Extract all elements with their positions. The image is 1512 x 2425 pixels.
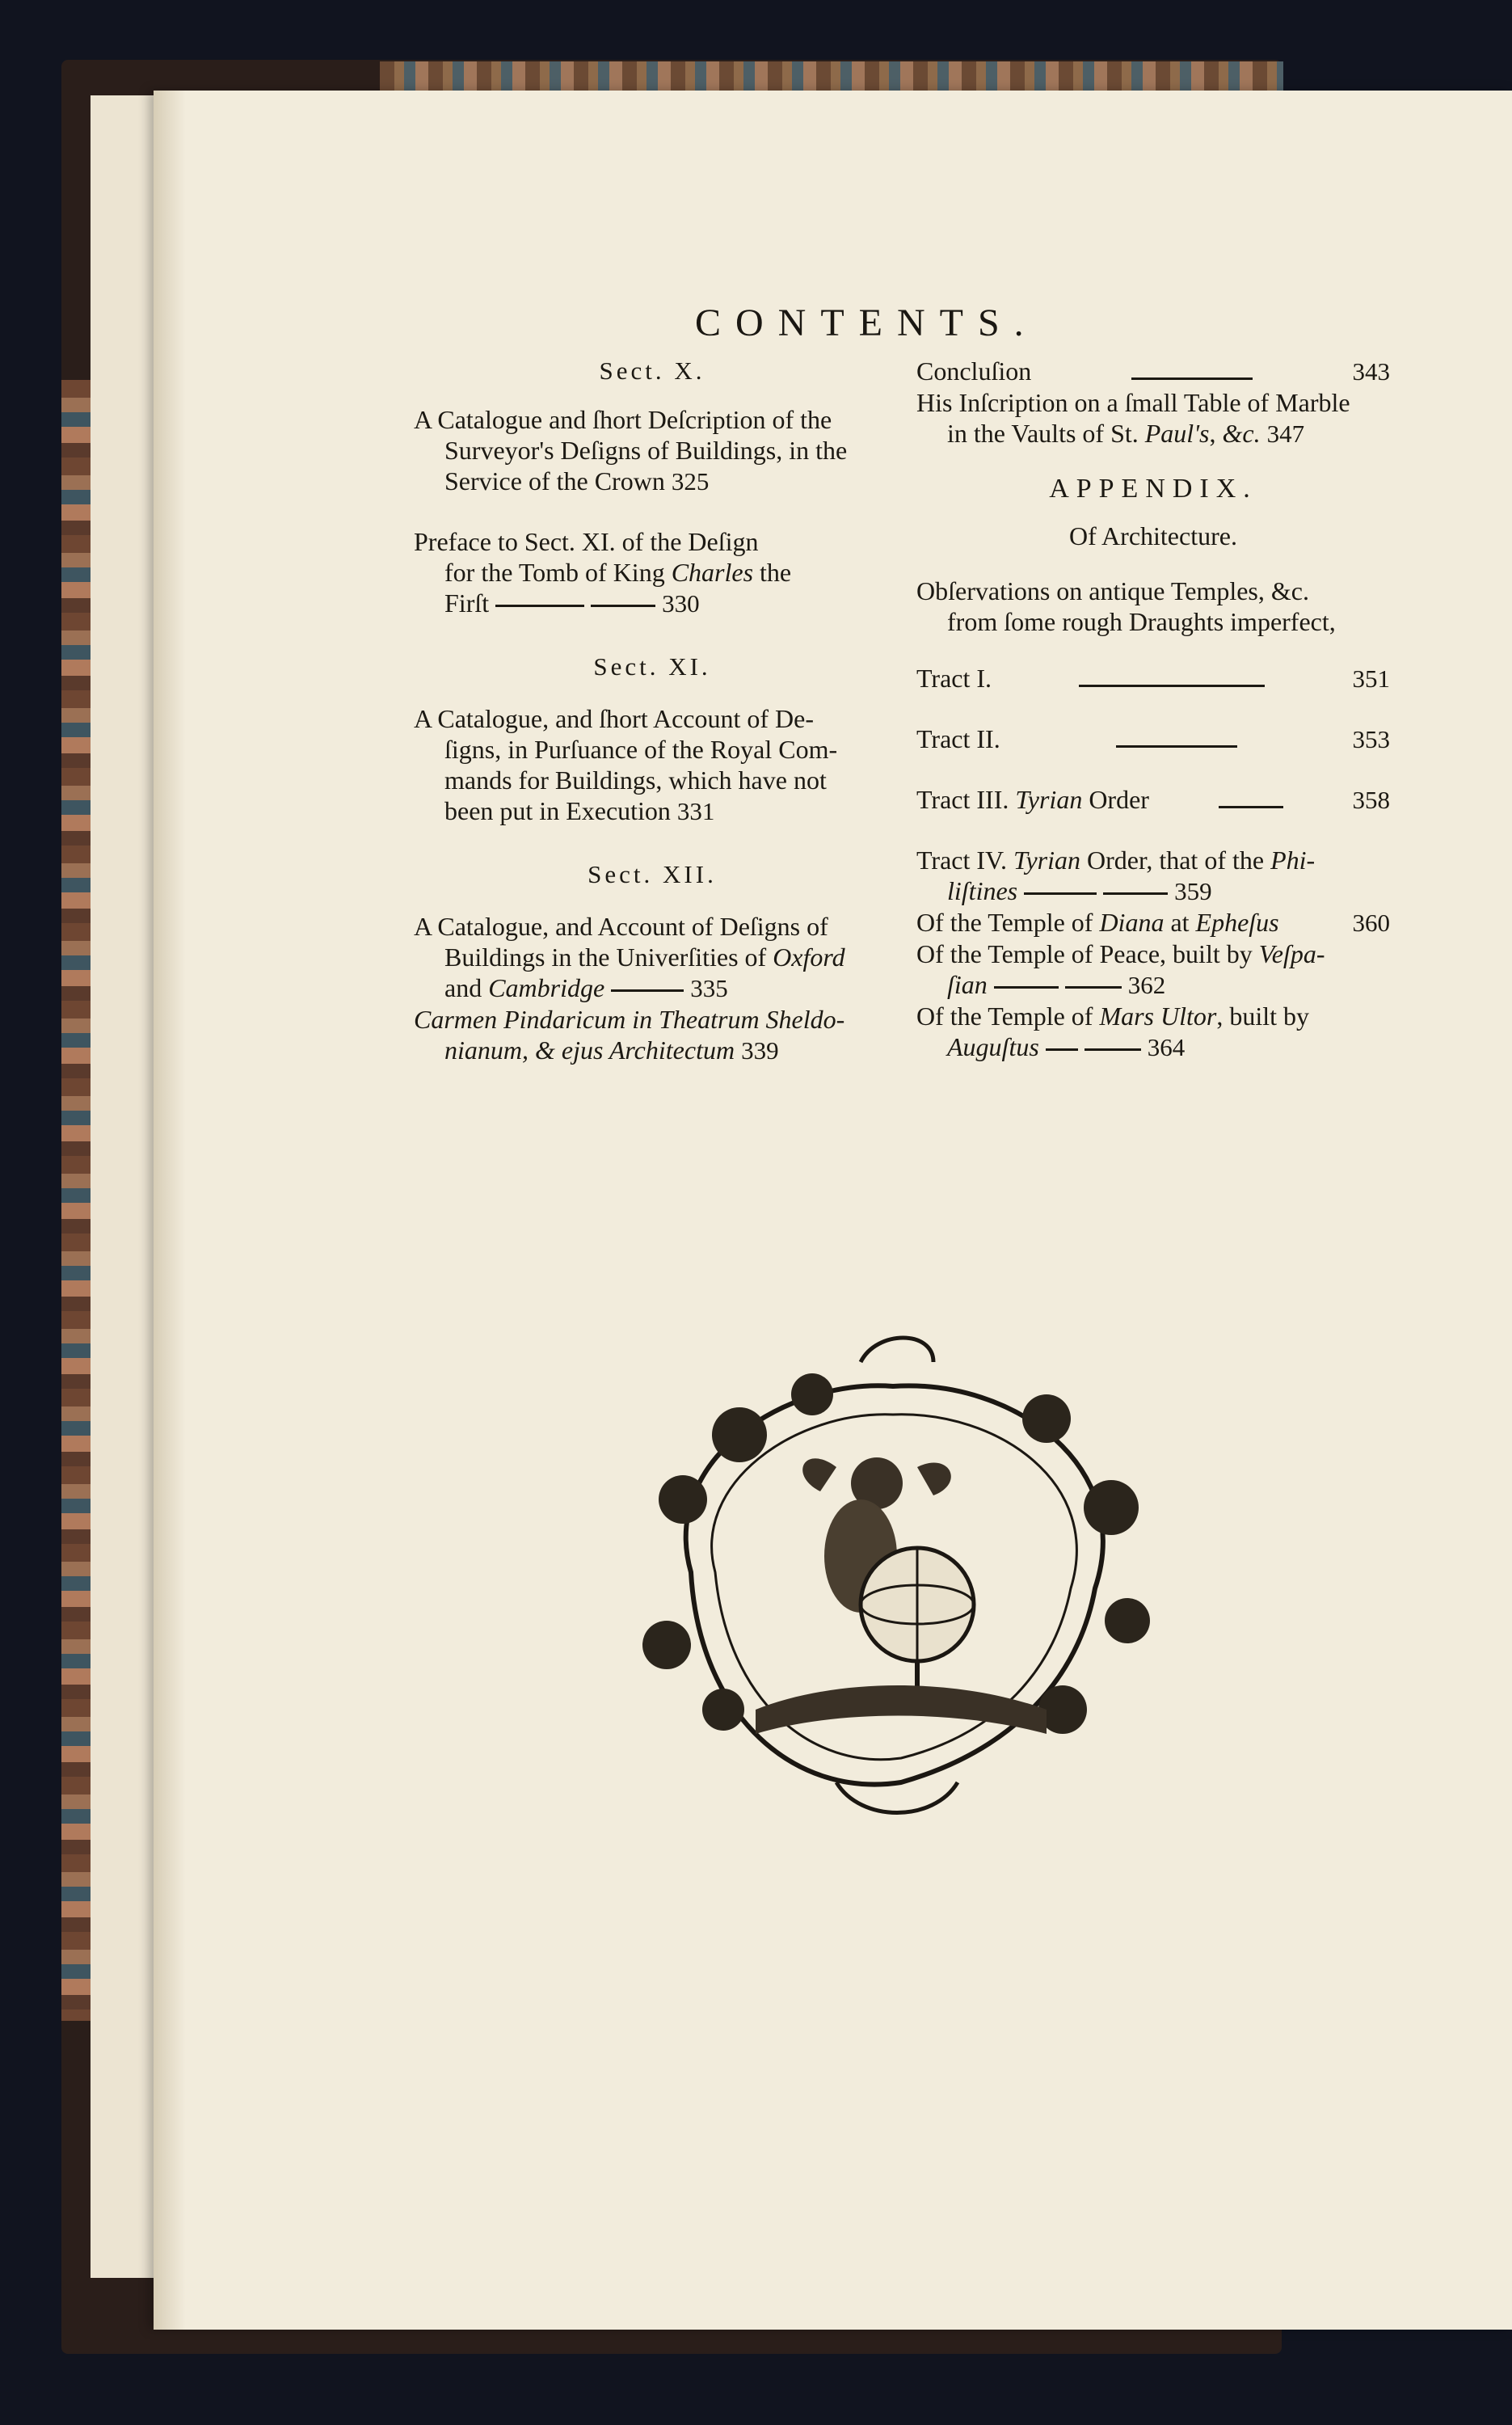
text-run: in the Vaults of St.	[947, 419, 1145, 448]
cherub-globe-ornament	[594, 1330, 1192, 1839]
entry-final-line	[916, 418, 1390, 449]
text-run: Order, that of the	[1080, 846, 1271, 875]
text-run: the	[753, 558, 792, 587]
entry-sect-x	[414, 404, 891, 497]
page-number: 360	[1352, 909, 1390, 937]
entry-line: Carmen Pindaricum in Theatrum Sheldo-	[414, 1005, 845, 1034]
entry-sect-xii	[414, 911, 891, 1004]
italic-run: Veſpa-	[1258, 939, 1325, 968]
text-run: ,	[1209, 419, 1223, 448]
entry-conclusion	[916, 356, 1390, 387]
entry-final-line	[414, 588, 891, 619]
page-number: 364	[1147, 1033, 1186, 1061]
page-number: 347	[1266, 420, 1305, 448]
entry-line: Concluſion	[916, 356, 1032, 386]
entry-line	[947, 419, 1261, 448]
text-run: Tract III.	[916, 785, 1009, 814]
page-number: 335	[690, 974, 728, 1002]
page-number: 331	[676, 797, 715, 825]
entry-line: A Catalogue, and Account of Deſigns of	[414, 912, 828, 941]
entry-line: A Catalogue, and ſhort Account of De-	[414, 704, 814, 733]
page-number: 343	[1352, 357, 1390, 386]
text-run: , built by	[1216, 1002, 1310, 1031]
entry-mars	[916, 1001, 1390, 1063]
entry-line	[916, 939, 1325, 968]
leader-dash	[1024, 892, 1097, 895]
entry-final-line	[916, 969, 1390, 1001]
italic-run: Tyrian	[1015, 785, 1083, 814]
entry-line	[916, 846, 1315, 875]
scroll-base	[836, 1782, 958, 1813]
italic-run: Mars Ultor	[1099, 1002, 1217, 1031]
entry-line	[444, 973, 604, 1002]
entry-final-line	[414, 972, 891, 1004]
text-run: Buildings in the Univerſities of	[444, 943, 773, 972]
page-number: 351	[1352, 664, 1390, 693]
entry-line: ſian	[947, 970, 988, 999]
entry-line	[916, 784, 1149, 815]
leader-dash	[1079, 685, 1265, 687]
section-heading-xii: Sect. XII.	[588, 860, 717, 888]
page-title: CONTENTS.	[695, 302, 1038, 344]
entry-line: Preface to Sect. XI. of the Deſign	[414, 527, 759, 556]
entry-final-line	[414, 466, 891, 497]
italic-run: &c.	[1222, 419, 1261, 448]
entry-sect-xi	[414, 703, 891, 827]
entry-final-line	[414, 1035, 891, 1066]
leader-dash	[495, 605, 584, 607]
page-number: 359	[1174, 877, 1212, 905]
section-heading-xi: Sect. XI.	[593, 652, 711, 681]
entry-line	[916, 907, 1279, 938]
ground	[756, 1685, 1047, 1734]
italic-run: Epheſus	[1195, 908, 1279, 937]
contents-right-column	[916, 356, 1390, 1063]
text-run: Of the Temple of	[916, 1002, 1100, 1031]
text-run: Tract IV.	[916, 846, 1014, 875]
entry-tract-iii	[916, 784, 1390, 816]
entry-final-line	[916, 875, 1390, 907]
entry-line: Tract I.	[916, 664, 992, 693]
entry-diana	[916, 907, 1390, 938]
leader-dash	[1103, 892, 1168, 895]
entry-line	[414, 942, 891, 972]
italic-run: Paul's	[1144, 419, 1210, 448]
entry-tract-ii	[916, 723, 1390, 755]
entry-line	[916, 1002, 1309, 1031]
italic-run: Oxford	[773, 943, 845, 972]
entry-line: from ſome rough Draughts imperfect,	[947, 607, 1336, 636]
page-number: 325	[671, 467, 710, 496]
page-gutter	[154, 91, 186, 2330]
text-run: Order	[1082, 785, 1149, 814]
entry-line: Firſt	[444, 588, 490, 618]
entry-line: been put in Execution	[444, 796, 671, 825]
leader-dash	[1085, 1048, 1141, 1051]
contents-left-column	[414, 356, 891, 1066]
section-heading-x: Sect. X.	[599, 356, 705, 385]
text-run: for the Tomb of King	[444, 558, 672, 587]
entry-inscription	[916, 387, 1390, 449]
entry-tract-iv	[916, 845, 1390, 907]
page-number: 358	[1352, 786, 1390, 814]
appendix-subheading: Of Architecture.	[1069, 521, 1237, 550]
leader-dash	[1219, 806, 1283, 808]
leader-dash	[994, 986, 1059, 989]
text-run: and	[444, 973, 489, 1002]
entry-line: Tract II.	[916, 724, 1000, 753]
italic-run: Diana	[1099, 908, 1165, 937]
entry-line: nianum, & ejus Architectum	[444, 1035, 735, 1065]
entry-preface	[414, 526, 891, 619]
page-number: 362	[1127, 971, 1166, 999]
leader-dash	[591, 605, 655, 607]
entry-line: His Inſcription on a ſmall Table of Marble	[916, 388, 1350, 417]
entry-line	[414, 557, 891, 588]
italic-run: Cambridge	[488, 973, 605, 1002]
leader-dash	[1065, 986, 1122, 989]
leader-dash	[1131, 377, 1253, 380]
leader-dash	[1116, 745, 1237, 748]
italic-run: Tyrian	[1013, 846, 1080, 875]
entry-line: Auguſtus	[947, 1032, 1039, 1061]
entry-final-line	[916, 1031, 1390, 1063]
italic-run: Phi-	[1270, 846, 1316, 875]
scroll-top	[861, 1338, 933, 1362]
entry-line: liſtines	[947, 876, 1018, 905]
entry-line: mands for Buildings, which have not	[444, 765, 827, 795]
entry-carmen	[414, 1004, 891, 1066]
entry-line: A Catalogue and ſhort Deſcription of the	[414, 405, 832, 434]
marbled-endpaper-top	[380, 61, 1283, 94]
text-run: Of the Temple of	[916, 908, 1100, 937]
entry-line: ſigns, in Purſuance of the Royal Com-	[444, 735, 838, 764]
entry-line: Surveyor's Deſigns of Buildings, in the	[444, 436, 848, 465]
page-number: 330	[662, 589, 700, 618]
leader-dash	[1046, 1048, 1078, 1051]
entry-tract-i	[916, 663, 1390, 694]
entry-line: Obſervations on antique Temples, &c.	[916, 576, 1309, 605]
entry-final-line	[414, 795, 891, 827]
text-run: Of the Temple of Peace, built by	[916, 939, 1259, 968]
text-run: at	[1164, 908, 1196, 937]
leader-dash	[611, 989, 684, 992]
entry-peace	[916, 938, 1390, 1001]
page-number: 353	[1352, 725, 1390, 753]
entry-observations	[916, 576, 1390, 637]
appendix-heading: APPENDIX.	[1049, 474, 1257, 504]
page-number: 339	[741, 1036, 779, 1065]
globe	[861, 1548, 974, 1693]
italic-run: Charles	[671, 558, 754, 587]
entry-line: Service of the Crown	[444, 466, 665, 496]
